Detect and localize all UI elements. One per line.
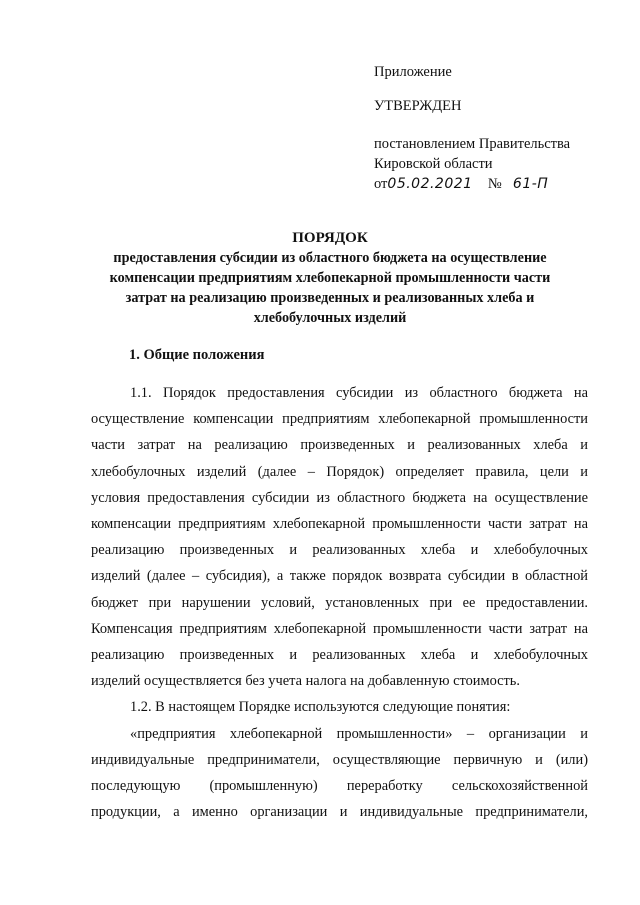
approved-by-line-2: Кировской области <box>374 156 493 172</box>
document-body <box>91 380 588 825</box>
approved-by-line-1: постановлением Правительства <box>374 136 571 152</box>
text-line: бюджет при нарушении условий, установленных при ее предоставлении. <box>91 594 588 611</box>
handwritten-date: 05.02.2021 <box>387 176 473 192</box>
text-line: изделий осуществляется без учета налога на добавленную стоимость. <box>91 673 520 690</box>
approval-stamp <box>374 62 614 194</box>
title-main: ПОРЯДОК <box>292 230 368 246</box>
date-prefix: от <box>374 176 388 192</box>
paragraph-1-2 <box>91 694 588 720</box>
text-line: последующую (промышленную) переработку сельскохозяйственной <box>91 778 588 795</box>
text-line: «предприятия хлебопекарной промышленности» – организации и <box>130 725 588 742</box>
title-line: предоставления субсидии из областного бюджета на осуществление <box>113 250 547 266</box>
text-line: продукции, а именно организации и индивидуальные предприниматели, <box>91 804 588 821</box>
paragraph-definition <box>91 721 588 826</box>
text-line: индивидуальные предприниматели, осуществляющие первичную и (или) <box>91 751 588 768</box>
text-line: части затрат на реализацию произведенных и реализованных хлеба и <box>91 437 588 454</box>
approved-label: УТВЕРЖДЕН <box>374 98 462 114</box>
text-line: Компенсация предприятиям хлебопекарной промышленности части затрат на <box>91 620 588 637</box>
text-line: осуществление компенсации предприятиям хлебопекарной промышленности <box>91 411 588 428</box>
text-line: 1.2. В настоящем Порядке используются следующие понятия: <box>130 699 511 716</box>
paragraph-1-1 <box>91 380 588 694</box>
number-prefix: № <box>487 176 502 192</box>
approval-date-line <box>374 174 614 194</box>
text-line: хлебобулочных изделий (далее – Порядок) определяет правила, цели и <box>91 463 588 480</box>
text-line: 1.1. Порядок предоставления субсидии из областного бюджета на <box>130 385 588 401</box>
title-line: компенсации предприятиям хлебопекарной промышленности части <box>109 270 551 286</box>
text-line: компенсации предприятиям хлебопекарной промышленности части затрат на <box>91 516 588 533</box>
document-title <box>90 228 570 328</box>
text-line: условия предоставления субсидии из областного бюджета на осуществление <box>91 489 588 506</box>
section-heading: 1. Общие положения <box>129 347 265 363</box>
handwritten-number: 61-П <box>512 176 549 192</box>
appendix-label: Приложение <box>374 64 452 80</box>
text-line: изделий (далее – субсидия), а также порядок возврата субсидии в областной <box>91 568 588 585</box>
title-line: хлебобулочных изделий <box>253 310 407 326</box>
text-line: реализацию произведенных и реализованных хлеба и хлебобулочных <box>91 647 588 664</box>
text-line: реализацию произведенных и реализованных хлеба и хлебобулочных <box>91 542 588 559</box>
title-line: затрат на реализацию произведенных и реализованных хлеба и <box>125 290 535 306</box>
